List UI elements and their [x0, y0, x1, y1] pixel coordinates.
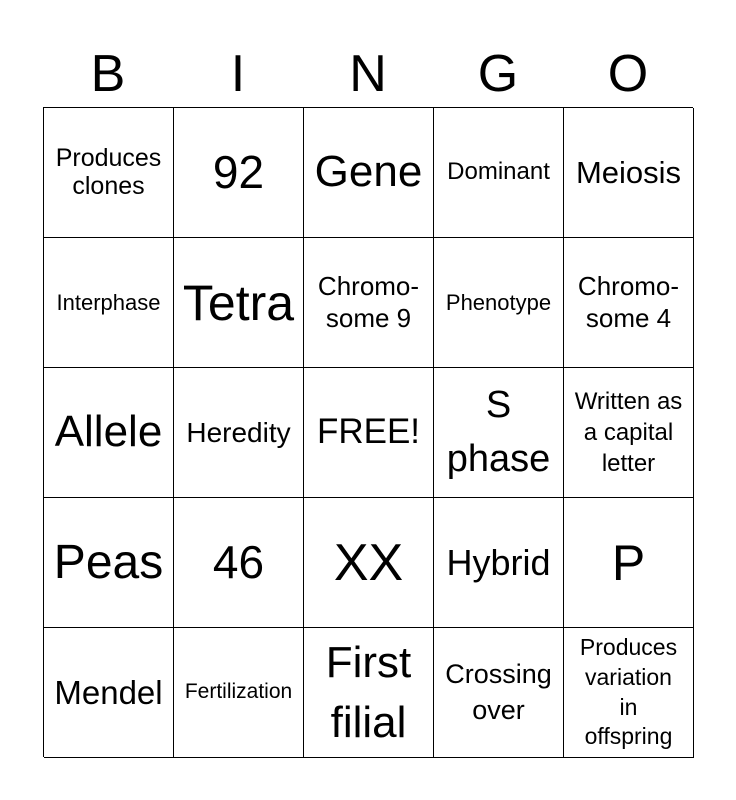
cell-text: Hybrid	[446, 541, 551, 583]
cell-text: Peas	[53, 535, 164, 589]
bingo-cell[interactable]	[434, 628, 564, 758]
cell-text: 46	[212, 535, 265, 588]
bingo-cell[interactable]	[304, 238, 434, 368]
cell-text: Produces variation in offspring	[579, 633, 678, 750]
bingo-cell[interactable]	[304, 498, 434, 628]
bingo-cell[interactable]	[564, 498, 694, 628]
header-letter-o: O	[607, 45, 649, 103]
bingo-cell[interactable]	[44, 628, 174, 758]
bingo-cell[interactable]	[304, 108, 434, 238]
bingo-cell[interactable]	[304, 368, 434, 498]
cell-text: Tetra	[182, 274, 295, 331]
bingo-cell[interactable]	[174, 238, 304, 368]
cell-text: Written as a capital letter	[574, 387, 683, 478]
bingo-cell[interactable]	[434, 108, 564, 238]
header-letter-b: B	[90, 45, 126, 103]
header-letter-g: G	[477, 45, 519, 103]
cell-text: S phase	[446, 384, 551, 480]
bingo-cell[interactable]	[44, 238, 174, 368]
cell-text: Crossing over	[445, 659, 552, 725]
bingo-cell[interactable]	[174, 108, 304, 238]
bingo-cell[interactable]	[564, 238, 694, 368]
bingo-cell[interactable]	[564, 108, 694, 238]
cell-text: Interphase	[56, 289, 161, 315]
cell-text: Allele	[54, 407, 163, 457]
bingo-cell[interactable]	[304, 628, 434, 758]
header-letter-n: N	[349, 45, 387, 103]
cell-text: Fertilization	[184, 680, 293, 704]
bingo-cell[interactable]	[434, 368, 564, 498]
cell-text: Phenotype	[445, 289, 552, 315]
cell-text: Produces clones	[55, 144, 162, 200]
cell-text: P	[611, 534, 646, 591]
cell-text: Meiosis	[575, 154, 682, 190]
cell-text: FREE!	[316, 412, 421, 452]
header-letter-i: I	[230, 45, 246, 103]
cell-text: 92	[212, 145, 265, 198]
cell-text: XX	[333, 533, 404, 592]
cell-text: Mendel	[54, 673, 163, 711]
cell-text: Dominant	[447, 158, 550, 186]
bingo-header	[43, 40, 693, 108]
bingo-cell[interactable]	[174, 628, 304, 758]
bingo-cell[interactable]	[44, 108, 174, 238]
bingo-cell[interactable]	[44, 368, 174, 498]
bingo-cell[interactable]	[564, 628, 694, 758]
cell-text: Chromo- some 4	[577, 271, 680, 333]
bingo-cell[interactable]	[434, 498, 564, 628]
bingo-cell[interactable]	[44, 498, 174, 628]
cell-text: Chromo- some 9	[317, 271, 420, 333]
cell-text: Heredity	[186, 416, 291, 448]
cell-text: Gene	[314, 147, 423, 197]
cell-text: First filial	[325, 638, 412, 747]
bingo-cell[interactable]	[434, 238, 564, 368]
bingo-board	[43, 107, 693, 757]
bingo-cell[interactable]	[174, 498, 304, 628]
bingo-cell[interactable]	[174, 368, 304, 498]
bingo-cell[interactable]	[564, 368, 694, 498]
